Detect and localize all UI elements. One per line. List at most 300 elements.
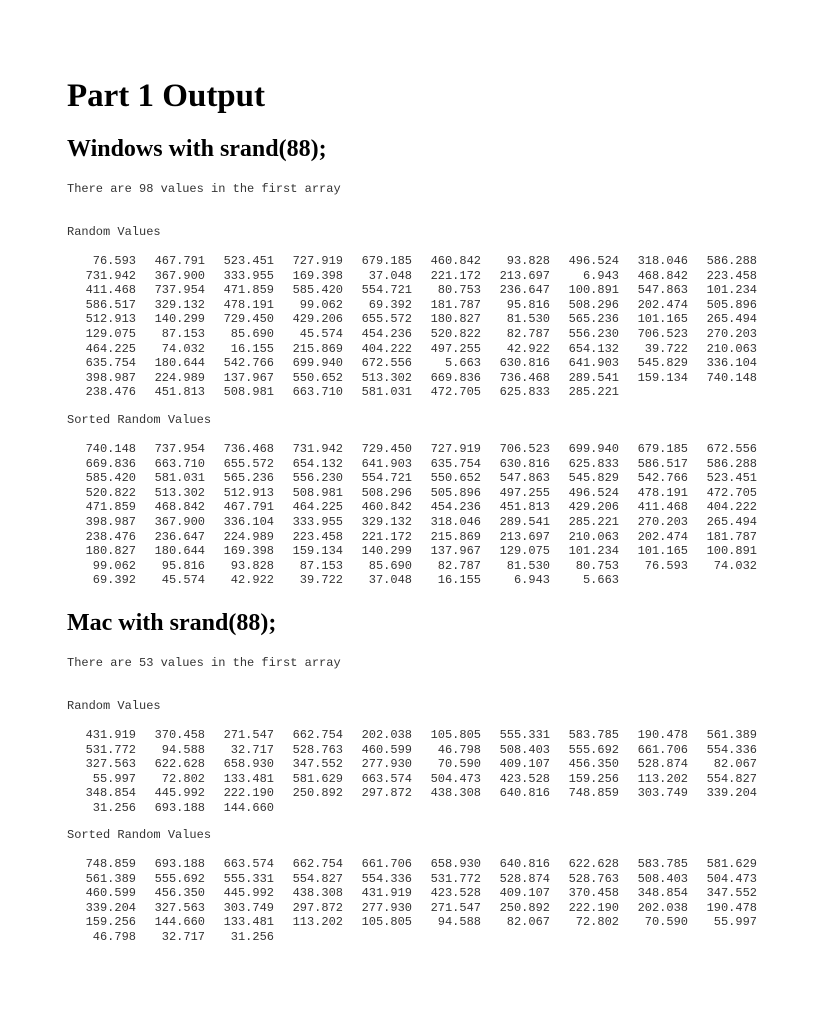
value-cell: 222.190 <box>568 900 619 915</box>
sorted-values-label-windows: Sorted Random Values <box>67 413 212 427</box>
value-cell: 367.900 <box>154 268 205 283</box>
value-cell: 663.574 <box>223 857 274 871</box>
value-cell: 454.236 <box>361 326 412 341</box>
value-cell: 555.692 <box>154 871 205 886</box>
value-cell: 238.476 <box>85 385 136 400</box>
value-cell: 497.255 <box>430 341 481 356</box>
value-count-windows: There are 98 values in the first array <box>67 182 341 196</box>
value-cell: 409.107 <box>499 757 550 772</box>
value-cell: 727.919 <box>292 254 343 268</box>
value-cell: 80.753 <box>575 558 619 573</box>
value-cell: 144.660 <box>223 800 274 815</box>
value-cell: 210.063 <box>568 529 619 544</box>
value-cell: 622.628 <box>154 757 205 772</box>
value-cell: 528.874 <box>637 757 688 772</box>
value-cell: 327.563 <box>85 757 136 772</box>
value-row <box>67 327 757 342</box>
value-cell: 271.547 <box>223 728 274 742</box>
value-cell: 411.468 <box>637 500 688 515</box>
value-cell: 82.787 <box>437 558 481 573</box>
value-cell: 169.398 <box>223 544 274 559</box>
value-cell: 327.563 <box>154 900 205 915</box>
value-cell: 661.706 <box>637 742 688 757</box>
value-cell: 409.107 <box>499 886 550 901</box>
value-cell: 367.900 <box>154 514 205 529</box>
value-cell: 528.763 <box>568 871 619 886</box>
value-cell: 635.754 <box>85 356 136 371</box>
value-cell: 513.302 <box>154 485 205 500</box>
value-cell: 99.062 <box>92 558 136 573</box>
value-cell: 554.721 <box>361 283 412 298</box>
value-cell: 5.663 <box>444 356 481 371</box>
value-cell: 339.204 <box>85 900 136 915</box>
value-cell: 223.458 <box>292 529 343 544</box>
value-cell: 39.722 <box>299 573 343 588</box>
value-cell: 586.288 <box>706 456 757 471</box>
value-cell: 423.528 <box>430 886 481 901</box>
value-cell: 224.989 <box>154 370 205 385</box>
value-cell: 555.331 <box>223 871 274 886</box>
value-cell: 70.590 <box>437 757 481 772</box>
value-cell: 37.048 <box>368 573 412 588</box>
value-cell: 586.288 <box>706 254 757 268</box>
value-row <box>67 544 757 559</box>
value-cell: 236.647 <box>499 283 550 298</box>
value-cell: 445.992 <box>154 786 205 801</box>
value-cell: 85.690 <box>230 326 274 341</box>
value-cell: 693.188 <box>154 800 205 815</box>
value-cell: 202.474 <box>637 529 688 544</box>
value-cell: 586.517 <box>85 297 136 312</box>
value-cell: 438.308 <box>430 786 481 801</box>
value-row <box>67 371 757 386</box>
value-cell: 181.787 <box>706 529 757 544</box>
value-cell: 336.104 <box>223 514 274 529</box>
value-cell: 508.981 <box>223 385 274 400</box>
value-cell: 289.541 <box>568 370 619 385</box>
value-cell: 159.256 <box>568 771 619 786</box>
value-cell: 95.816 <box>506 297 550 312</box>
value-cell: 471.859 <box>85 500 136 515</box>
value-cell: 550.652 <box>430 471 481 486</box>
value-cell: 654.132 <box>292 456 343 471</box>
value-cell: 669.836 <box>430 370 481 385</box>
value-cell: 586.517 <box>637 456 688 471</box>
value-cell: 512.913 <box>85 312 136 327</box>
value-cell: 641.903 <box>361 456 412 471</box>
value-cell: 303.749 <box>637 786 688 801</box>
value-cell: 662.754 <box>292 728 343 742</box>
value-cell: 404.222 <box>361 341 412 356</box>
value-cell: 74.032 <box>161 341 205 356</box>
value-cell: 45.574 <box>299 326 343 341</box>
value-row <box>67 886 757 901</box>
value-cell: 581.031 <box>154 471 205 486</box>
value-cell: 277.930 <box>361 757 412 772</box>
value-row <box>67 573 757 588</box>
value-cell: 740.148 <box>706 370 757 385</box>
value-cell: 94.588 <box>161 742 205 757</box>
value-cell: 113.202 <box>292 915 343 930</box>
value-cell: 554.336 <box>361 871 412 886</box>
value-cell: 99.062 <box>299 297 343 312</box>
value-cell: 46.798 <box>437 742 481 757</box>
value-cell: 431.919 <box>85 728 136 742</box>
value-row <box>67 728 757 743</box>
value-cell: 561.389 <box>85 871 136 886</box>
value-cell: 655.572 <box>223 456 274 471</box>
value-cell: 181.787 <box>430 297 481 312</box>
value-cell: 69.392 <box>92 573 136 588</box>
value-cell: 545.829 <box>637 356 688 371</box>
value-cell: 729.450 <box>223 312 274 327</box>
value-cell: 583.785 <box>637 857 688 871</box>
value-cell: 625.833 <box>499 385 550 400</box>
value-cell: 663.710 <box>154 456 205 471</box>
value-cell: 333.955 <box>292 514 343 529</box>
value-cell: 70.590 <box>644 915 688 930</box>
value-cell: 347.552 <box>292 757 343 772</box>
value-cell: 46.798 <box>92 929 136 944</box>
value-cell: 565.236 <box>568 312 619 327</box>
value-cell: 137.967 <box>430 544 481 559</box>
value-row <box>67 442 757 457</box>
value-cell: 45.574 <box>161 573 205 588</box>
value-cell: 82.787 <box>506 326 550 341</box>
value-cell: 265.494 <box>706 312 757 327</box>
value-cell: 80.753 <box>437 283 481 298</box>
value-cell: 556.230 <box>568 326 619 341</box>
value-cell: 663.574 <box>361 771 412 786</box>
random-values-grid-mac <box>67 728 757 816</box>
value-cell: 100.891 <box>568 283 619 298</box>
value-cell: 404.222 <box>706 500 757 515</box>
value-cell: 339.204 <box>706 786 757 801</box>
value-cell: 93.828 <box>506 254 550 268</box>
value-cell: 508.403 <box>637 871 688 886</box>
sorted-values-label-mac: Sorted Random Values <box>67 828 212 842</box>
value-cell: 663.710 <box>292 385 343 400</box>
value-cell: 95.816 <box>161 558 205 573</box>
value-cell: 16.155 <box>230 341 274 356</box>
value-cell: 285.221 <box>568 514 619 529</box>
value-cell: 550.652 <box>292 370 343 385</box>
value-cell: 270.203 <box>637 514 688 529</box>
value-cell: 554.721 <box>361 471 412 486</box>
value-cell: 16.155 <box>437 573 481 588</box>
value-cell: 129.075 <box>85 326 136 341</box>
value-cell: 731.942 <box>292 442 343 456</box>
value-cell: 581.629 <box>706 857 757 871</box>
value-row <box>67 356 757 371</box>
value-cell: 140.299 <box>361 544 412 559</box>
value-cell: 661.706 <box>361 857 412 871</box>
value-cell: 464.225 <box>292 500 343 515</box>
value-cell: 585.420 <box>292 283 343 298</box>
value-cell: 565.236 <box>223 471 274 486</box>
value-cell: 101.234 <box>568 544 619 559</box>
value-row <box>67 254 757 269</box>
value-cell: 202.474 <box>637 297 688 312</box>
value-cell: 101.165 <box>637 312 688 327</box>
value-cell: 55.997 <box>713 915 757 930</box>
value-cell: 69.392 <box>368 297 412 312</box>
value-cell: 129.075 <box>499 544 550 559</box>
value-cell: 472.705 <box>430 385 481 400</box>
value-row <box>67 471 757 486</box>
value-row <box>67 872 757 887</box>
value-cell: 31.256 <box>92 800 136 815</box>
value-cell: 42.922 <box>230 573 274 588</box>
value-cell: 528.874 <box>499 871 550 886</box>
value-cell: 270.203 <box>706 326 757 341</box>
value-cell: 658.930 <box>430 857 481 871</box>
value-cell: 265.494 <box>706 514 757 529</box>
value-cell: 297.872 <box>292 900 343 915</box>
value-cell: 137.967 <box>223 370 274 385</box>
value-cell: 224.989 <box>223 529 274 544</box>
value-row <box>67 500 757 515</box>
value-cell: 180.644 <box>154 356 205 371</box>
value-cell: 348.854 <box>637 886 688 901</box>
value-cell: 622.628 <box>568 857 619 871</box>
value-cell: 133.481 <box>223 771 274 786</box>
value-cell: 508.296 <box>361 485 412 500</box>
value-cell: 215.869 <box>430 529 481 544</box>
value-cell: 505.896 <box>430 485 481 500</box>
value-cell: 654.132 <box>568 341 619 356</box>
value-cell: 87.153 <box>299 558 343 573</box>
value-cell: 398.987 <box>85 514 136 529</box>
value-row <box>67 312 757 327</box>
value-cell: 662.754 <box>292 857 343 871</box>
value-count-mac: There are 53 values in the first array <box>67 656 341 670</box>
value-cell: 555.692 <box>568 742 619 757</box>
value-cell: 76.593 <box>92 254 136 268</box>
value-cell: 303.749 <box>223 900 274 915</box>
value-cell: 520.822 <box>85 485 136 500</box>
value-cell: 76.593 <box>644 558 688 573</box>
value-row <box>67 801 757 816</box>
value-cell: 429.206 <box>568 500 619 515</box>
value-cell: 113.202 <box>637 771 688 786</box>
value-cell: 554.827 <box>706 771 757 786</box>
value-cell: 699.940 <box>292 356 343 371</box>
value-row <box>67 743 757 758</box>
value-cell: 737.954 <box>154 283 205 298</box>
value-cell: 508.296 <box>568 297 619 312</box>
value-cell: 101.234 <box>706 283 757 298</box>
value-cell: 504.473 <box>706 871 757 886</box>
value-cell: 72.802 <box>575 915 619 930</box>
value-cell: 468.842 <box>154 500 205 515</box>
value-cell: 329.132 <box>361 514 412 529</box>
value-cell: 100.891 <box>706 544 757 559</box>
value-cell: 531.772 <box>430 871 481 886</box>
value-row <box>67 915 757 930</box>
value-cell: 215.869 <box>292 341 343 356</box>
value-cell: 693.188 <box>154 857 205 871</box>
value-cell: 277.930 <box>361 900 412 915</box>
value-cell: 133.481 <box>223 915 274 930</box>
value-cell: 85.690 <box>368 558 412 573</box>
value-cell: 370.458 <box>154 728 205 742</box>
value-row <box>67 857 757 872</box>
sorted-values-grid-mac <box>67 857 757 945</box>
value-cell: 736.468 <box>223 442 274 456</box>
value-cell: 706.523 <box>637 326 688 341</box>
random-values-label-mac: Random Values <box>67 699 161 713</box>
value-cell: 31.256 <box>230 929 274 944</box>
value-cell: 213.697 <box>499 268 550 283</box>
value-cell: 318.046 <box>637 254 688 268</box>
value-cell: 370.458 <box>568 886 619 901</box>
value-cell: 505.896 <box>706 297 757 312</box>
value-cell: 223.458 <box>706 268 757 283</box>
value-cell: 347.552 <box>706 886 757 901</box>
value-cell: 55.997 <box>92 771 136 786</box>
value-cell: 630.816 <box>499 456 550 471</box>
value-cell: 456.350 <box>154 886 205 901</box>
value-cell: 478.191 <box>223 297 274 312</box>
value-cell: 318.046 <box>430 514 481 529</box>
value-cell: 451.813 <box>154 385 205 400</box>
value-cell: 542.766 <box>223 356 274 371</box>
value-cell: 640.816 <box>499 786 550 801</box>
value-cell: 655.572 <box>361 312 412 327</box>
value-cell: 5.663 <box>582 573 619 588</box>
value-cell: 289.541 <box>499 514 550 529</box>
value-cell: 556.230 <box>292 471 343 486</box>
value-cell: 180.827 <box>430 312 481 327</box>
value-cell: 512.913 <box>223 485 274 500</box>
value-cell: 94.588 <box>437 915 481 930</box>
value-cell: 672.556 <box>361 356 412 371</box>
value-cell: 496.524 <box>568 254 619 268</box>
value-cell: 635.754 <box>430 456 481 471</box>
value-cell: 497.255 <box>499 485 550 500</box>
value-cell: 528.763 <box>292 742 343 757</box>
value-cell: 554.336 <box>706 742 757 757</box>
value-cell: 39.722 <box>644 341 688 356</box>
value-cell: 699.940 <box>568 442 619 456</box>
value-cell: 210.063 <box>706 341 757 356</box>
value-row <box>67 757 757 772</box>
page-title: Part 1 Output <box>67 78 265 114</box>
sorted-values-grid-windows <box>67 442 757 588</box>
value-cell: 140.299 <box>154 312 205 327</box>
value-cell: 451.813 <box>499 500 550 515</box>
value-cell: 513.302 <box>361 370 412 385</box>
value-cell: 672.556 <box>706 442 757 456</box>
value-cell: 454.236 <box>430 500 481 515</box>
value-cell: 336.104 <box>706 356 757 371</box>
value-cell: 748.859 <box>85 857 136 871</box>
value-cell: 460.599 <box>361 742 412 757</box>
value-cell: 555.331 <box>499 728 550 742</box>
value-cell: 520.822 <box>430 326 481 341</box>
value-cell: 658.930 <box>223 757 274 772</box>
value-cell: 547.863 <box>637 283 688 298</box>
value-cell: 679.185 <box>361 254 412 268</box>
value-row <box>67 901 757 916</box>
value-cell: 640.816 <box>499 857 550 871</box>
value-cell: 105.805 <box>430 728 481 742</box>
value-cell: 101.165 <box>637 544 688 559</box>
value-row <box>67 269 757 284</box>
value-cell: 630.816 <box>499 356 550 371</box>
value-cell: 238.476 <box>85 529 136 544</box>
value-row <box>67 385 757 400</box>
value-cell: 531.772 <box>85 742 136 757</box>
value-cell: 93.828 <box>230 558 274 573</box>
value-cell: 221.172 <box>430 268 481 283</box>
value-cell: 423.528 <box>499 771 550 786</box>
value-cell: 222.190 <box>223 786 274 801</box>
value-cell: 748.859 <box>568 786 619 801</box>
value-cell: 190.478 <box>637 728 688 742</box>
value-cell: 250.892 <box>292 786 343 801</box>
value-cell: 581.031 <box>361 385 412 400</box>
value-cell: 445.992 <box>223 886 274 901</box>
value-cell: 542.766 <box>637 471 688 486</box>
value-cell: 727.919 <box>430 442 481 456</box>
value-cell: 467.791 <box>154 254 205 268</box>
value-row <box>67 515 757 530</box>
value-cell: 6.943 <box>582 268 619 283</box>
value-cell: 144.660 <box>154 915 205 930</box>
value-cell: 736.468 <box>499 370 550 385</box>
value-cell: 679.185 <box>637 442 688 456</box>
value-cell: 561.389 <box>706 728 757 742</box>
value-row <box>67 930 757 945</box>
value-row <box>67 283 757 298</box>
value-cell: 297.872 <box>361 786 412 801</box>
value-cell: 478.191 <box>637 485 688 500</box>
value-cell: 581.629 <box>292 771 343 786</box>
value-cell: 460.842 <box>430 254 481 268</box>
value-cell: 213.697 <box>499 529 550 544</box>
value-cell: 456.350 <box>568 757 619 772</box>
value-cell: 180.644 <box>154 544 205 559</box>
value-row <box>67 772 757 787</box>
value-cell: 333.955 <box>223 268 274 283</box>
value-cell: 460.599 <box>85 886 136 901</box>
value-cell: 508.981 <box>292 485 343 500</box>
value-cell: 236.647 <box>154 529 205 544</box>
value-cell: 641.903 <box>568 356 619 371</box>
value-cell: 6.943 <box>513 573 550 588</box>
value-row <box>67 786 757 801</box>
value-cell: 496.524 <box>568 485 619 500</box>
value-cell: 523.451 <box>706 471 757 486</box>
random-values-grid-windows <box>67 254 757 400</box>
value-cell: 554.827 <box>292 871 343 886</box>
random-values-label-windows: Random Values <box>67 225 161 239</box>
value-cell: 42.922 <box>506 341 550 356</box>
value-cell: 81.530 <box>506 312 550 327</box>
value-row <box>67 298 757 313</box>
section-heading-mac: Mac with srand(88); <box>67 610 277 636</box>
value-cell: 221.172 <box>361 529 412 544</box>
value-cell: 583.785 <box>568 728 619 742</box>
value-cell: 202.038 <box>361 728 412 742</box>
value-cell: 585.420 <box>85 471 136 486</box>
value-cell: 32.717 <box>230 742 274 757</box>
value-cell: 472.705 <box>706 485 757 500</box>
value-cell: 82.067 <box>713 757 757 772</box>
value-cell: 508.403 <box>499 742 550 757</box>
